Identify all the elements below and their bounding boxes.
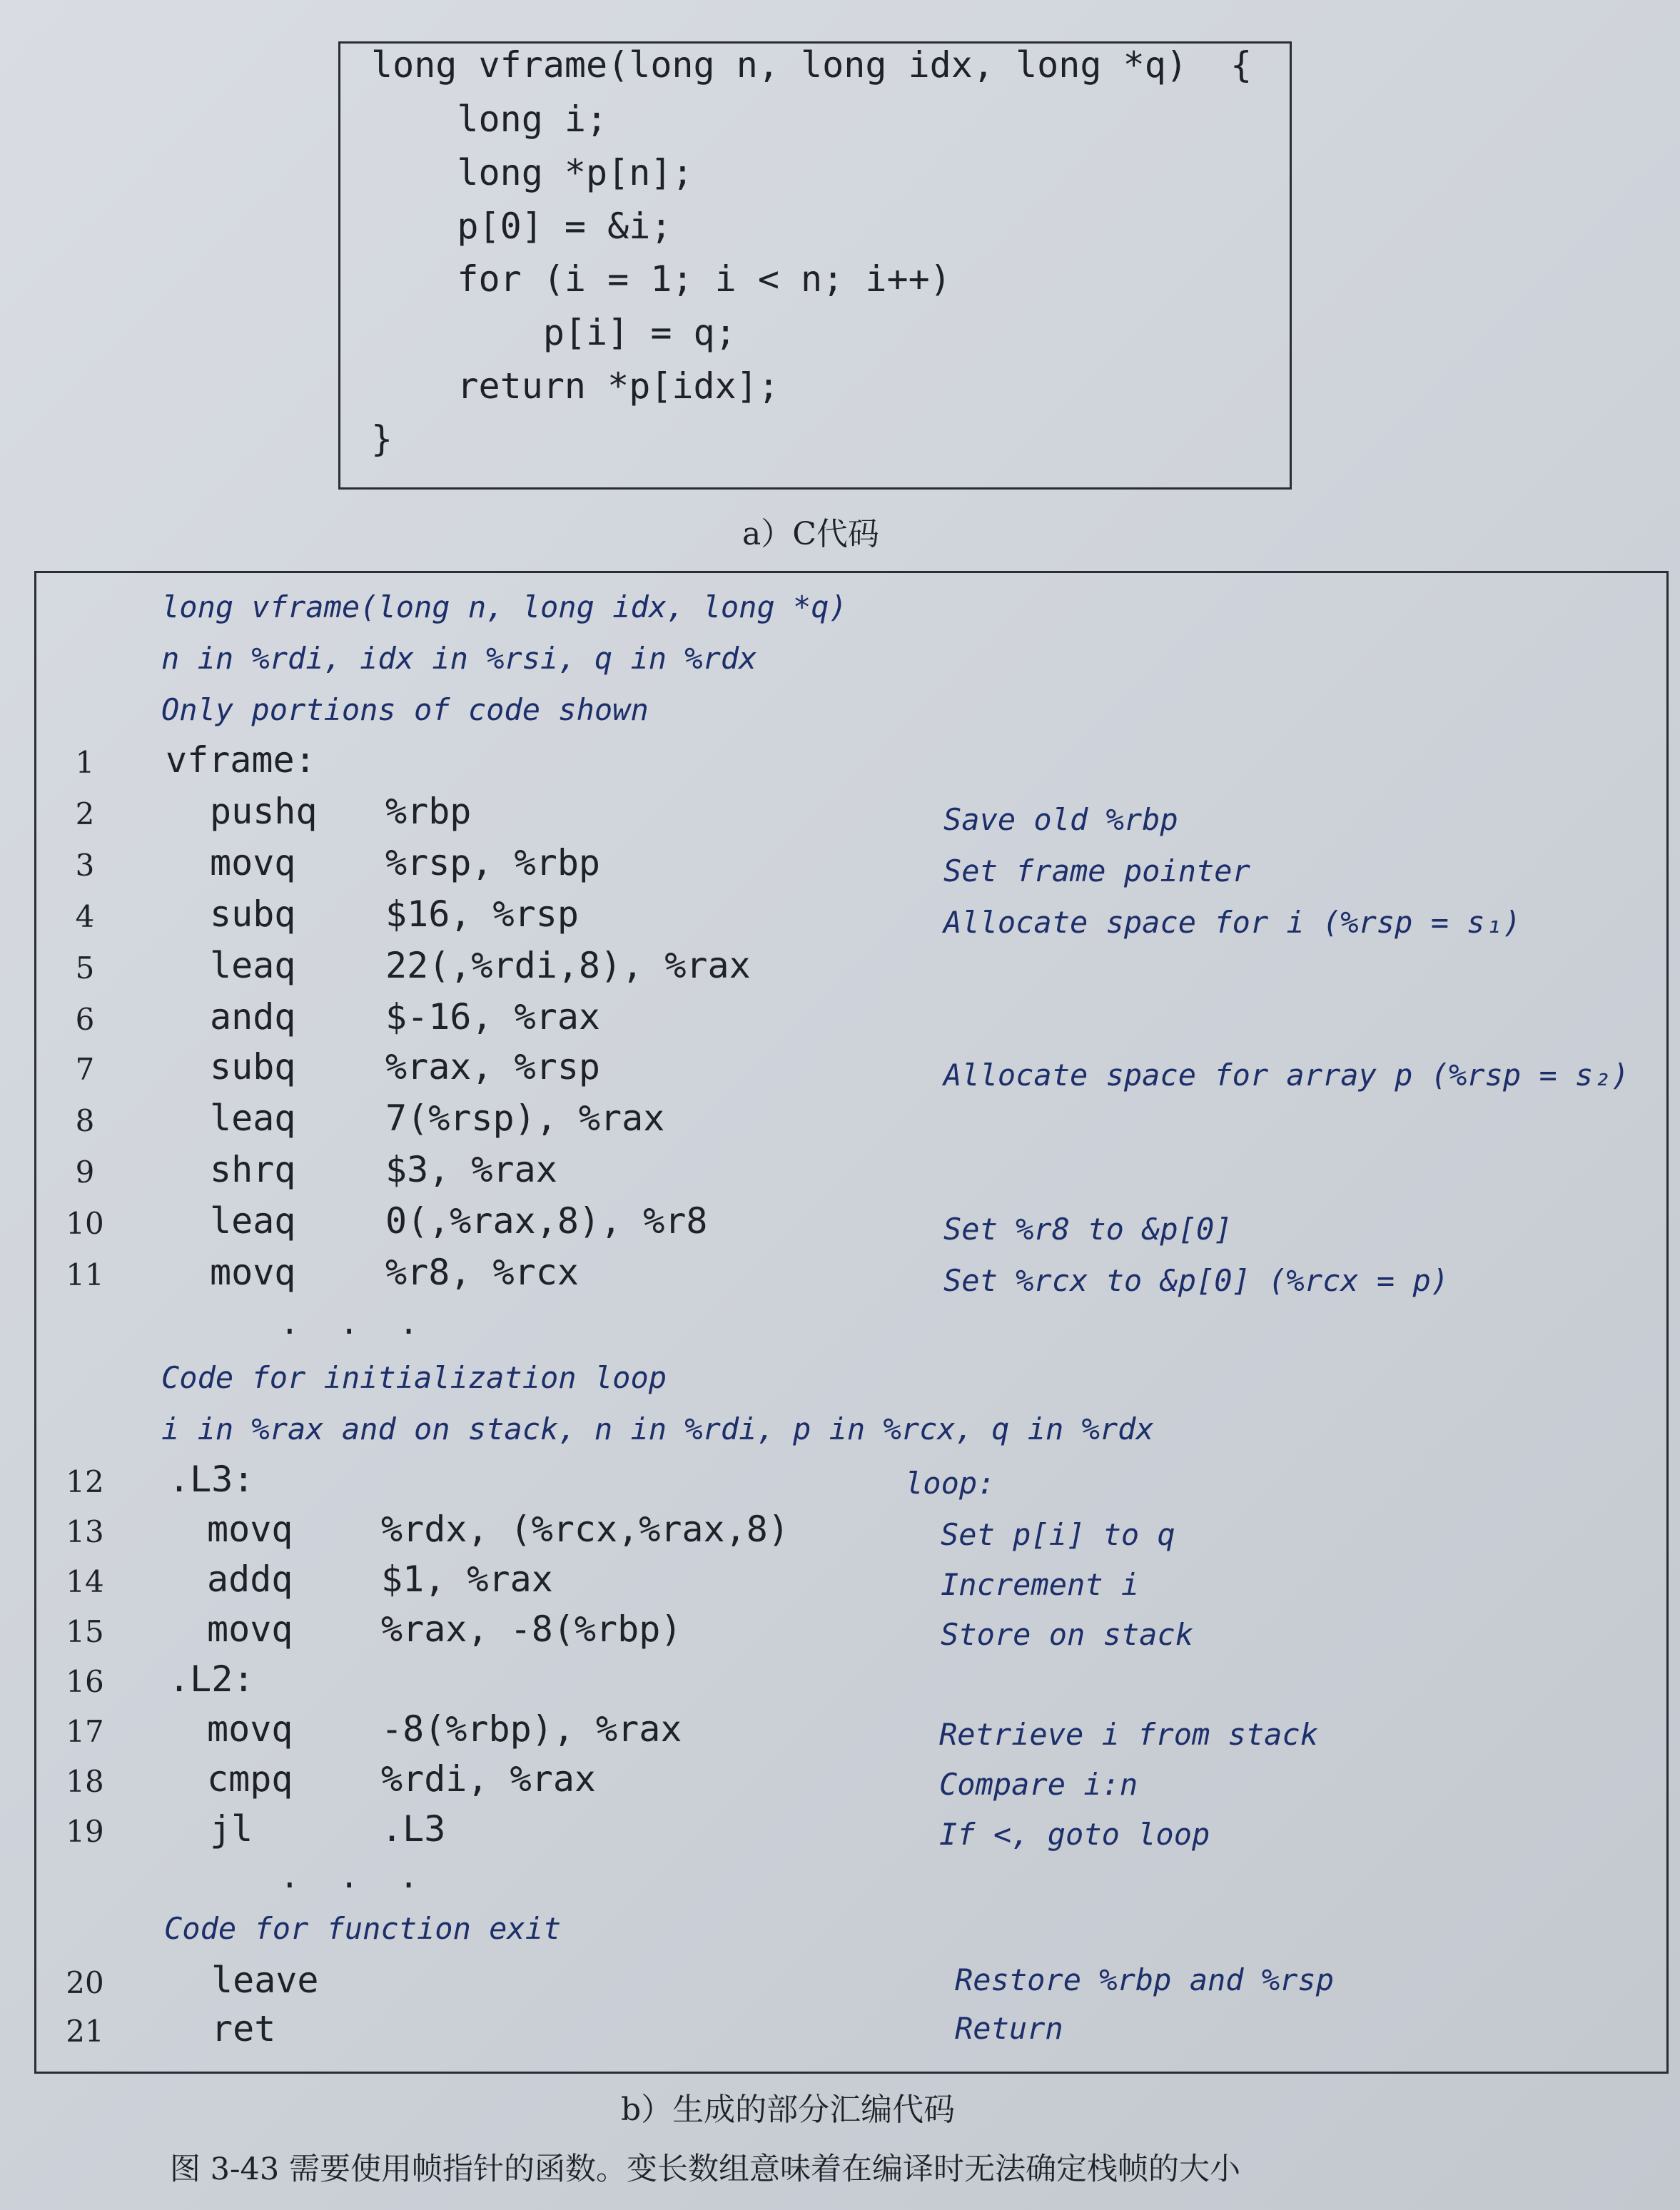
asm-mnemonic: subq (210, 893, 296, 935)
asm-label: .L3: (168, 1459, 255, 1500)
asm-mnemonic: movq (207, 1708, 293, 1750)
asm-operands: %rax, %rsp (385, 1046, 601, 1088)
line-number: 4 (75, 899, 95, 934)
asm-comment: Set frame pointer (943, 853, 1250, 888)
line-number: 6 (75, 1002, 95, 1037)
c-code-line: p[0] = &i; (371, 206, 672, 247)
asm-mnemonic: leaq (210, 1200, 296, 1242)
asm-comment: Increment i (941, 1567, 1140, 1602)
asm-section-header: Code for function exit (164, 1911, 562, 1946)
line-number: 20 (66, 1965, 104, 2000)
asm-mnemonic: cmpq (207, 1758, 293, 1800)
asm-comment: Allocate space for array p (%rsp = s₂) (943, 1058, 1629, 1093)
asm-comment: Set %r8 to &p[0] (943, 1212, 1233, 1247)
figure-caption: 图 3-43 需要使用帧指针的函数。变长数组意味着在编译时无法确定栈帧的大小 (170, 2151, 1240, 2187)
line-number: 21 (66, 2014, 104, 2049)
asm-section-header: Code for initialization loop (161, 1360, 667, 1395)
asm-comment: Retrieve i from stack (939, 1717, 1319, 1752)
asm-operands: .L3 (381, 1808, 446, 1850)
asm-mnemonic: leaq (210, 945, 296, 986)
asm-operands: %rdx, (%rcx,%rax,8) (381, 1509, 789, 1550)
asm-mnemonic: andq (210, 996, 296, 1038)
asm-section-header: i in %rax and on stack, n in %rdi, p in %rcx, q in %rdx (161, 1411, 1154, 1446)
c-code-line: long i; (371, 98, 608, 140)
line-number: 14 (66, 1564, 104, 1599)
line-number: 16 (66, 1664, 104, 1699)
asm-mnemonic: ret (211, 2008, 276, 2049)
line-number: 7 (75, 1052, 95, 1087)
asm-comment: loop: (905, 1466, 996, 1501)
asm-header-line: n in %rdi, idx in %rsi, q in %rdx (161, 641, 757, 676)
line-number: 1 (75, 745, 95, 780)
asm-mnemonic: leaq (210, 1098, 296, 1139)
c-code-line: p[i] = q; (371, 312, 737, 353)
line-number: 8 (75, 1103, 95, 1138)
asm-comment: Return (955, 2011, 1063, 2046)
line-number: 2 (75, 796, 95, 831)
asm-mnemonic: addq (207, 1558, 293, 1600)
asm-operands: 22(,%rdi,8), %rax (385, 945, 751, 986)
asm-mnemonic: shrq (210, 1149, 296, 1190)
asm-operands: $1, %rax (381, 1558, 553, 1600)
line-number: 15 (66, 1614, 104, 1649)
line-number: 17 (66, 1714, 104, 1749)
line-number: 3 (75, 848, 95, 883)
asm-comment: Restore %rbp and %rsp (955, 1962, 1335, 1997)
c-code-line: return *p[idx]; (371, 365, 779, 407)
asm-operands: %rbp (385, 791, 472, 832)
asm-comment: Store on stack (941, 1617, 1194, 1652)
c-code-line: for (i = 1; i < n; i++) (371, 258, 951, 300)
asm-label: vframe: (166, 739, 316, 781)
asm-operands: $-16, %rax (385, 996, 601, 1038)
line-number: 10 (66, 1206, 104, 1241)
asm-label: .L2: (168, 1658, 255, 1700)
asm-comment: Compare i:n (939, 1767, 1138, 1802)
asm-operands: %rdi, %rax (381, 1758, 597, 1800)
asm-comment: Set %rcx to &p[0] (%rcx = p) (943, 1263, 1449, 1298)
asm-mnemonic: jl (210, 1808, 253, 1850)
ellipsis: . . . (280, 1857, 429, 1895)
asm-mnemonic: pushq (210, 791, 318, 832)
asm-comment: If <, goto loop (939, 1817, 1210, 1852)
asm-header-line: long vframe(long n, long idx, long *q) (161, 589, 847, 624)
asm-mnemonic: movq (210, 842, 296, 883)
asm-comment: Allocate space for i (%rsp = s₁) (943, 905, 1522, 940)
asm-operands: $16, %rsp (385, 893, 579, 935)
asm-operands: 0(,%rax,8), %r8 (385, 1200, 708, 1242)
line-number: 5 (75, 951, 95, 985)
asm-header-line: Only portions of code shown (161, 692, 649, 727)
asm-operands: -8(%rbp), %rax (381, 1708, 682, 1750)
asm-operands: $3, %rax (385, 1149, 557, 1190)
line-number: 19 (66, 1814, 104, 1849)
asm-comment: Set p[i] to q (941, 1517, 1175, 1552)
caption-a: a）C代码 (742, 516, 879, 552)
asm-operands: %rsp, %rbp (385, 842, 601, 883)
asm-mnemonic: movq (210, 1252, 296, 1293)
ellipsis: . . . (280, 1303, 429, 1342)
line-number: 12 (66, 1464, 104, 1499)
line-number: 11 (66, 1257, 104, 1292)
line-number: 13 (66, 1514, 104, 1549)
line-number: 9 (75, 1155, 95, 1190)
line-number: 18 (66, 1764, 104, 1799)
asm-mnemonic: movq (207, 1509, 293, 1550)
asm-mnemonic: movq (207, 1608, 293, 1650)
caption-b: b）生成的部分汇编代码 (621, 2092, 956, 2128)
asm-operands: %rax, -8(%rbp) (381, 1608, 682, 1650)
asm-operands: 7(%rsp), %rax (385, 1098, 665, 1139)
asm-operands: %r8, %rcx (385, 1252, 579, 1293)
c-code-line: } (371, 418, 393, 460)
c-code-line: long vframe(long n, long idx, long *q) { (371, 44, 1253, 86)
asm-comment: Save old %rbp (943, 802, 1178, 837)
asm-mnemonic: leave (211, 1960, 319, 2001)
asm-mnemonic: subq (210, 1046, 296, 1088)
c-code-line: long *p[n]; (371, 152, 694, 193)
